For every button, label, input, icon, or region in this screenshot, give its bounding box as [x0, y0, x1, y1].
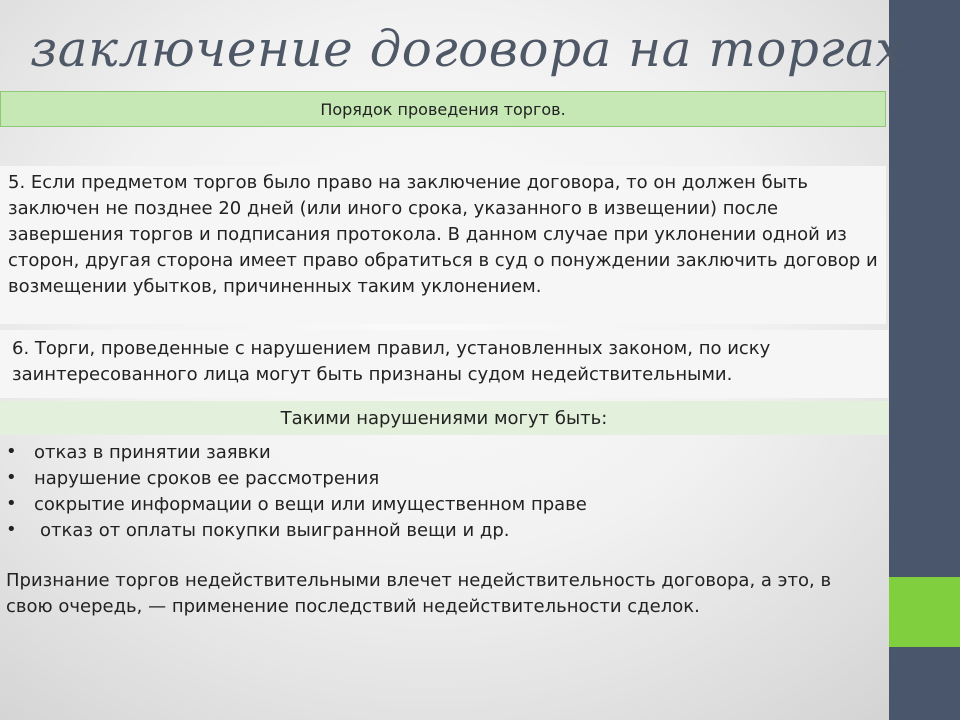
list-item: • отказ в принятии заявки	[0, 440, 587, 466]
violations-list	[0, 440, 587, 544]
conclusion-paragraph: Признание торгов недействительными влечет недействительность договора, а это, в свою очередь, — применение последствий недействительности сделок.	[6, 570, 832, 617]
sidebar-accent-block	[889, 577, 960, 647]
paragraph-5: 5. Если предметом торгов было право на заключение договора, то он должен быть заключен не позднее 20 дней (или иного срока, указанного в извещении) после завершения торгов и подписания протокола. В данном случае при уклонении одной из сторон, другая сторона имеет право обратиться в суд о понуждении заключить договор и возмещении убытков, причиненных таким уклонением.	[0, 166, 886, 324]
paragraph-6: 6. Торги, проведенные с нарушением правил, установленных законом, по иску заинтересованного лица могут быть признаны судом недействительными.	[0, 330, 888, 398]
violations-heading	[0, 401, 888, 435]
slide-title: заключение договора на торгах	[30, 20, 905, 78]
subtitle-banner	[0, 91, 886, 127]
list-item: • отказ от оплаты покупки выигранной вещи и др.	[0, 518, 587, 544]
list-item: • сокрытие информации о вещи или имущественном праве	[0, 492, 587, 518]
violations-heading-text: Такими нарушениями могут быть:	[280, 407, 608, 429]
list-item: • нарушение сроков ее рассмотрения	[0, 466, 587, 492]
subtitle-text: Порядок проведения торгов.	[320, 99, 566, 119]
